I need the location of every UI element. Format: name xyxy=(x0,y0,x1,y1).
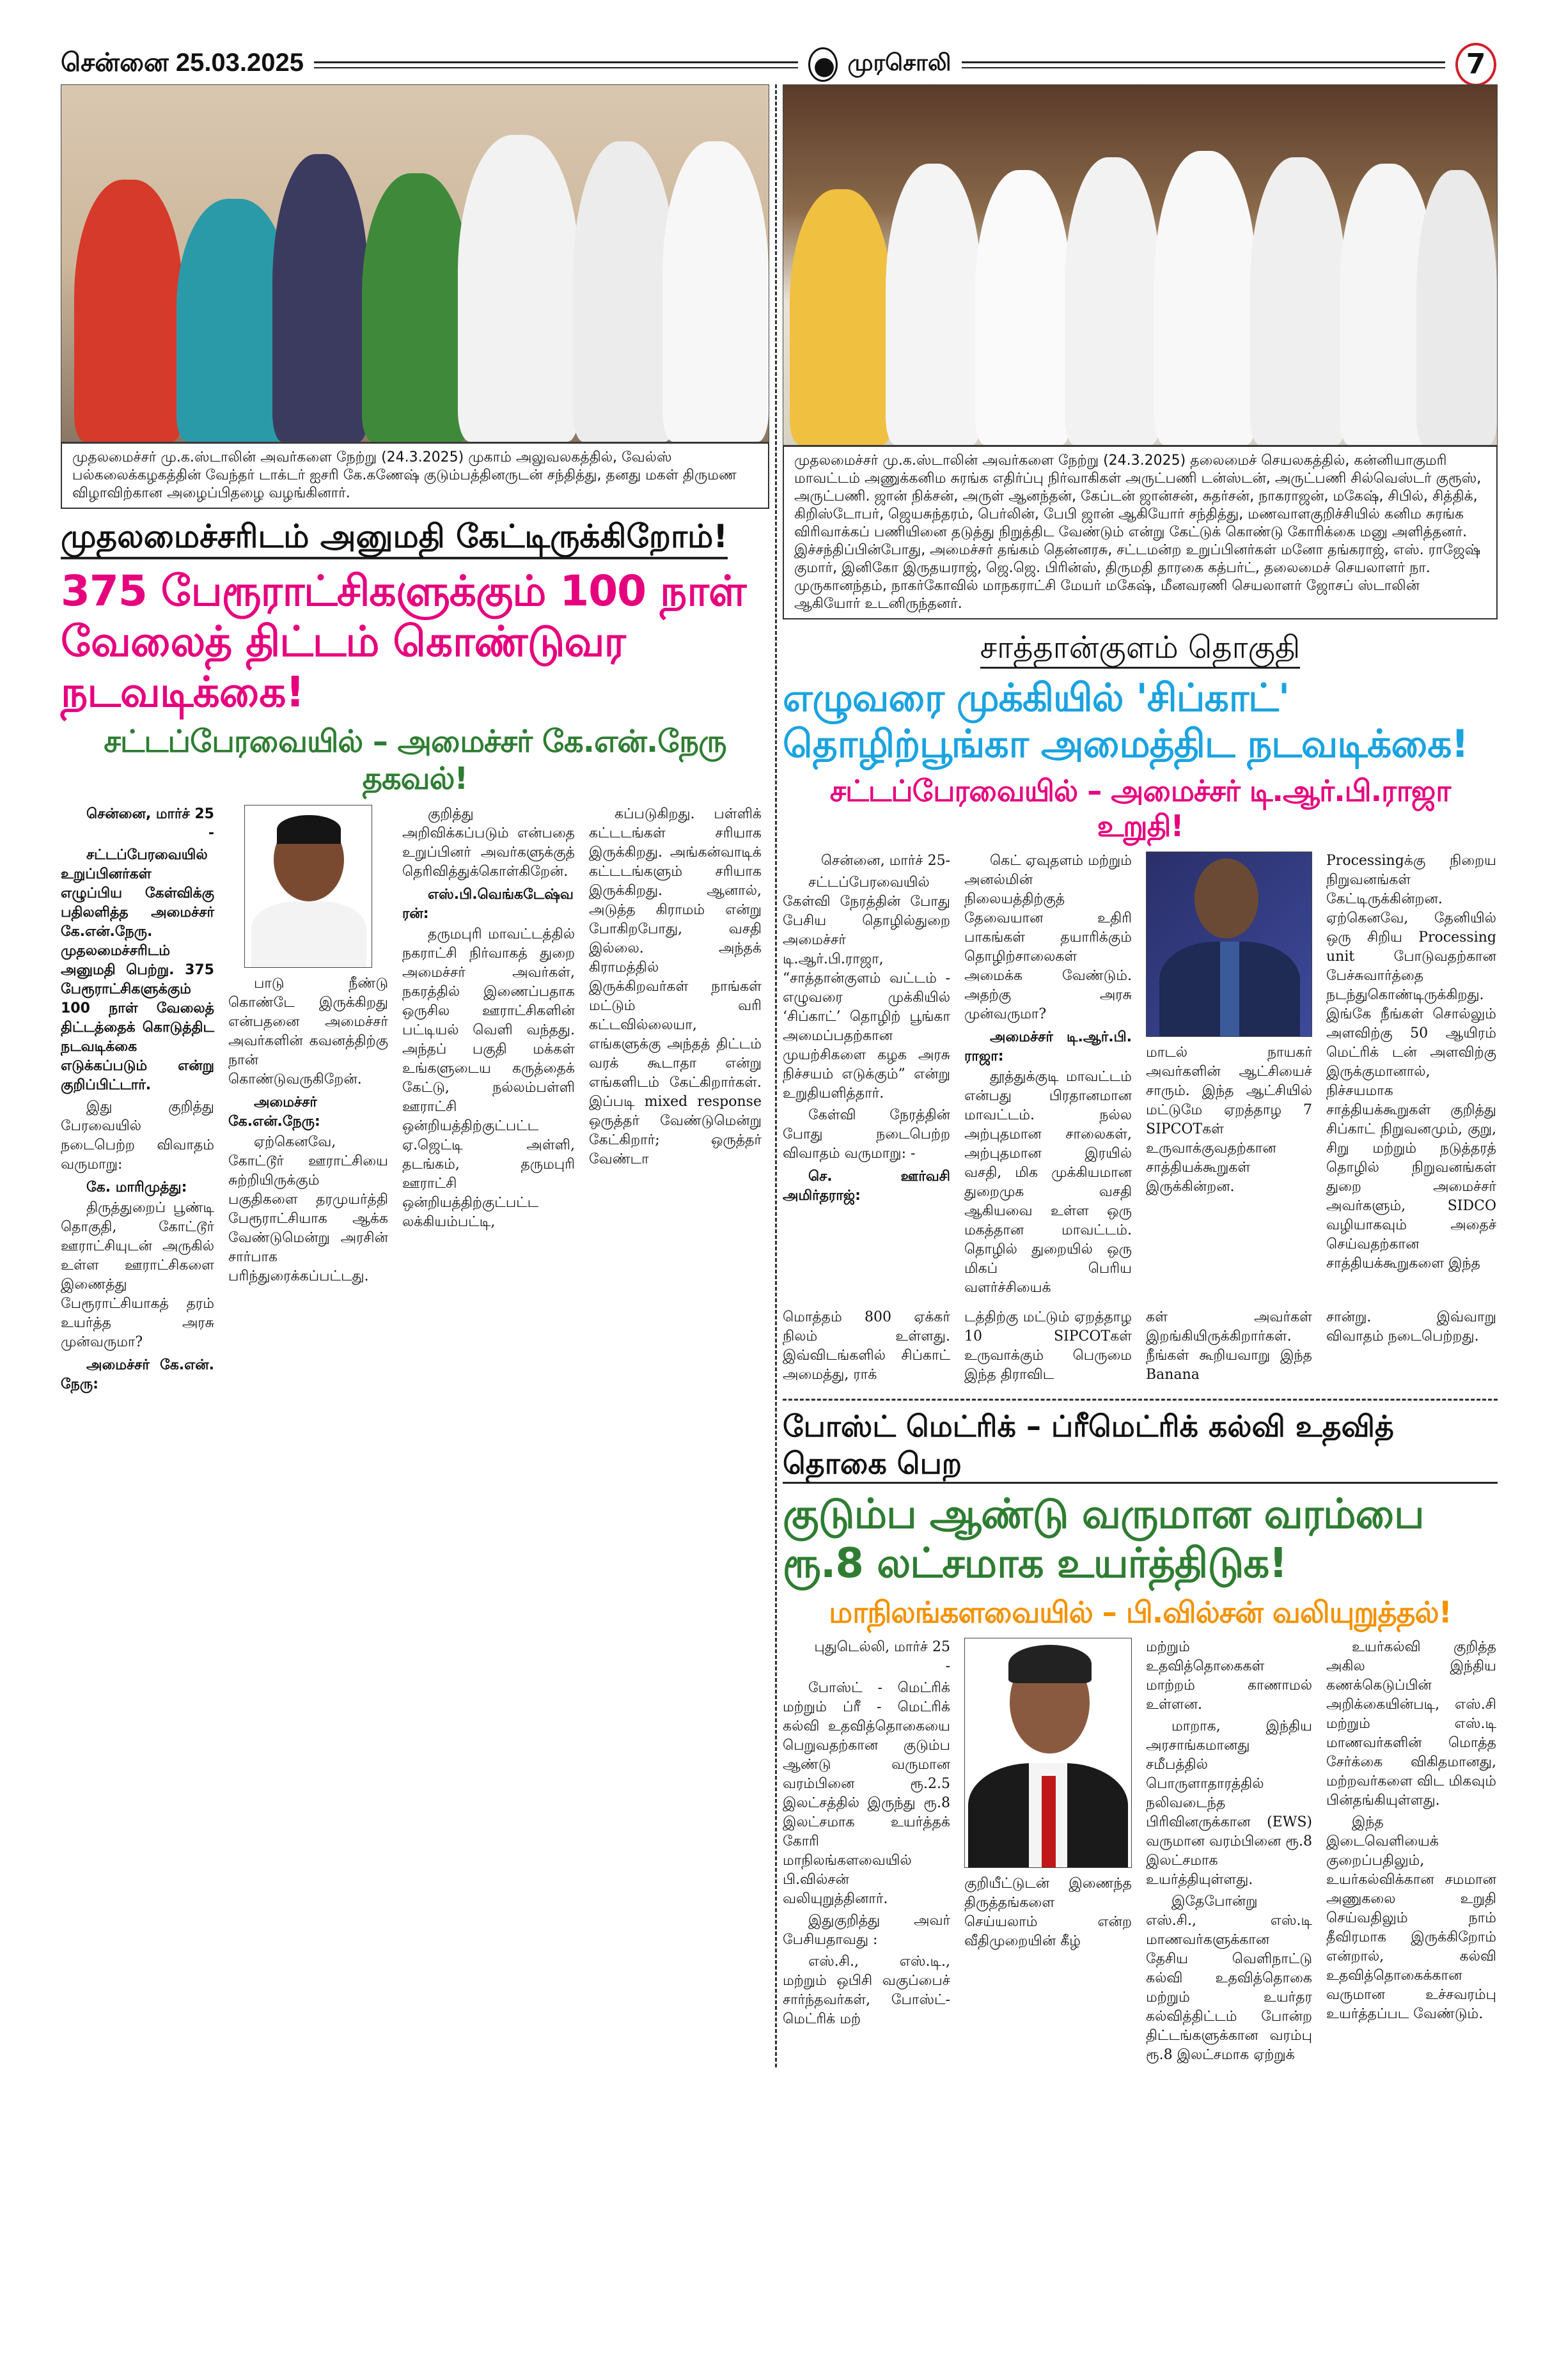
photo-p-wilson xyxy=(964,1638,1132,1868)
paragraph: மற்றும் உதவித்தொகைகள் மாற்றம் காணாமல் உள்ளன. xyxy=(1146,1639,1312,1713)
paragraph: இது குறித்து பேரவையில் நடைபெற்ற விவாதம் வருமாறு: xyxy=(61,1099,214,1173)
paragraph: மொத்தம் 800 ஏக்கர் நிலம் உள்ளது. இவ்விடங்களில் சிப்காட் அமைத்து, ராக் xyxy=(783,1309,950,1383)
paragraph: ஏற்கெனவே, கோட்டூர் ஊராட்சியை சுற்றியிருக்கும் பகுதிகளை தரமுயர்த்தி பேரூராட்சியாக ஆக்க வேண்டுமென்று அரசின் சார்பாக பரிந்துரைக்கப்பட்டது. xyxy=(228,1134,388,1285)
article-column-end xyxy=(1326,1308,1496,1349)
paragraph: கெட் ஏவுதளம் மற்றும் அனல்மின் நிலையத்திற்குத் தேவையான உதிரி பாகங்கள் தயாரிக்கும் தொழிற்சாலைகள் அமைக்க வேண்டும். அதற்கு அரசு முன்வருமா? xyxy=(964,853,1132,1023)
article-column xyxy=(1326,1638,1496,2026)
article-column-end xyxy=(783,1308,950,1387)
speaker-label: செ. ஊர்வசி அமிர்தராஜ்: xyxy=(783,1169,950,1204)
paragraph: இதேபோன்று எஸ்.சி., எஸ்.டி மாணவர்களுக்கான தேசிய வெளிநாட்டு கல்வி உதவித்தொகை மற்றும் உயர்தர கல்வித்திட்டம் போன்ற திட்டங்களுக்கான வரம்பு ரூ.8 இலட்சமாக ஏற்றுக் xyxy=(1146,1894,1312,2064)
speaker-label: அமைச்சர் கே.என்.நேரு: xyxy=(228,1094,320,1130)
paragraph: எஸ்.சி., எஸ்.டி., மற்றும் ஒபிசி வகுப்பைச் சார்ந்தவர்கள், போஸ்ட்- மெட்ரிக் மற் xyxy=(783,1954,950,2028)
speaker-label: கே. மாரிமுத்து: xyxy=(86,1179,187,1196)
speaker-label: அமைச்சர் டி.ஆர்.பி. ராஜா: xyxy=(964,1029,1132,1065)
article-column-end xyxy=(1146,1308,1312,1387)
paragraph: மாடல் நாயகர் அவர்களின் ஆட்சியைச் சாரும். இந்த ஆட்சியில் மட்டுமே ஏறத்தாழ 7 SIPCOTகள் உருவாக்குவதற்கான சாத்தியக்கூறுகள் இருக்கின்றன. xyxy=(1146,1045,1312,1195)
paragraph: குறித்து அறிவிக்கப்படும் என்பதை உறுப்பினர் அவர்களுக்குத் தெரிவித்துக்கொள்கிறேன். xyxy=(402,806,575,880)
dateline: சென்னை, மார்ச் 25 - xyxy=(86,806,214,842)
dateline: சென்னை, மார்ச் 25- xyxy=(820,853,950,869)
article-subhead: சட்டப்பேரவையில் – அமைச்சர் கே.என்.நேரு தகவல்! xyxy=(104,724,726,797)
masthead xyxy=(61,45,1496,84)
photo-minister-trb-raja xyxy=(1146,852,1312,1037)
paragraph: தூத்துக்குடி மாவட்டம் என்பது பிரதானமான மாவட்டம். நல்ல அற்புதமான சாலைகள், அற்புதமான இரயில் வசதி, மிக முக்கியமான துறைமுக வசதி ஆகியவை உள்ள ஒரு மகத்தான மாவட்டம். தொழில் துறையில் ஒரு மிகப் பெரிய வளர்ச்சியைக் xyxy=(964,1069,1132,1296)
paragraph: உயர்கல்வி குறித்த அகில இந்திய கணக்கெடுப்பின் அறிக்கையின்படி, எஸ்.சி மற்றும் எஸ்.டி மாணவர்களின் மொத்த சேர்க்கை விகிதமானது, மற்றவர்களை விட மிகவும் பின்தங்கியுள்ளது. xyxy=(1326,1639,1496,1809)
article-column xyxy=(228,805,388,1289)
dateline: புதுடெல்லி, மார்ச் 25 - xyxy=(814,1639,950,1675)
article-column xyxy=(61,805,214,1396)
article-kicker: முதலமைச்சரிடம் அனுமதி கேட்டிருக்கிறோம்! xyxy=(61,517,728,559)
photo-caption: முதலமைச்சர் மு.க.ஸ்டாலின் அவர்களை நேற்று (24.3.2025) முகாம் அலுவலகத்தில், வேல்ஸ் பல்கலைக்கழகத்தின் வேந்தர் டாக்டர் ஐசரி கே.கணேஷ் குடும்பத்தினருடன் சந்தித்து, தனது மகள் திருமண விழாவிற்கான அழைப்பிதழை வழங்கினார். xyxy=(61,442,769,509)
masthead-rule xyxy=(962,61,1445,68)
article-columns xyxy=(61,805,769,1396)
masthead-paper-name: முரசொலி xyxy=(847,50,952,76)
article-headline: குடும்ப ஆண்டு வருமான வரம்பை ரூ.8 லட்சமாக உயர்த்திடுக! xyxy=(783,1491,1424,1588)
article-headline: எழுவரை முக்கியில் 'சிப்காட்' தொழிற்பூங்கா அமைத்திட நடவடிக்கை! xyxy=(783,676,1468,766)
masthead-rule xyxy=(314,61,797,68)
speaker-label: எஸ்.பி.வெங்கடேஷ்வரன்: xyxy=(402,887,574,922)
article-column xyxy=(783,1638,950,2032)
article-column-ends xyxy=(783,1308,1498,1387)
paragraph: இந்த இடைவெளியைக் குறைப்பதிலும், உயர்கல்விக்கான சமமான அணுகலை உறுதி செய்வதிலும் நாம் தீவிரமாக இருக்கிறோம் என்றால், கல்வி உதவித்தொகைக்கான வருமான உச்சவரம்பு உயர்த்தப்பட வேண்டும். xyxy=(1326,1814,1496,2023)
paragraph: இதுகுறித்து அவர் பேசியதாவது : xyxy=(783,1913,950,1948)
article-column xyxy=(1146,1638,1312,2067)
right-section xyxy=(783,84,1498,2067)
article-column-end xyxy=(964,1308,1132,1387)
article-column xyxy=(964,852,1132,1300)
page-number: 7 xyxy=(1455,43,1496,86)
article-column xyxy=(783,852,950,1207)
left-section xyxy=(61,84,769,1396)
paragraph: திருத்துறைப் பூண்டி தொகுதி, கோட்டூர் ஊராட்சியுடன் அருகில் உள்ள ஊராட்சிகளை இணைத்து பேரூராட்சியாகத் தரம் உயர்த்த அரசு முன்வருமா? xyxy=(61,1200,214,1351)
paragraph: கள் அவர்கள் இறங்கியிருக்கிறார்கள். நீங்கள் கூறியவாறு இந்த Banana xyxy=(1146,1309,1312,1383)
speaker-label: அமைச்சர் கே.என். நேரு: xyxy=(61,1357,214,1393)
article-columns xyxy=(783,852,1498,1300)
paragraph: போஸ்ட் - மெட்ரிக் மற்றும் ப்ரீ - மெட்ரிக் கல்வி உதவித்தொகையை பெறுவதற்கான குடும்ப ஆண்டு வருமான வரம்பினை ரூ.2.5 இலட்சத்தில் இருந்து ரூ.8 இலட்சமாக உயர்த்தக் கோரி மாநிலங்களவையில் பி.வில்சன் வலியுறுத்தினார். xyxy=(783,1680,950,1908)
article-left xyxy=(61,517,769,1396)
section-divider xyxy=(783,1399,1498,1401)
article-right-top xyxy=(783,628,1498,1387)
article-column xyxy=(402,805,575,1234)
paragraph: பாடு நீண்டு கொண்டே இருக்கிறது என்பதனை அமைச்சர் அவர்களின் கவனத்திற்கு நான் கொண்டுவருகிறேன். xyxy=(228,976,388,1088)
page-sheet xyxy=(61,84,1496,2067)
paragraph: கேள்வி நேரத்தின் போது நடைபெற்ற விவாதம் வருமாறு: - xyxy=(783,1107,950,1162)
paragraph: கப்படுகிறது. பள்ளிக் கட்டடங்கள் சரியாக இருக்கிறது. அங்கன்வாடிக் கட்டடங்களும் சரியாக இருக்கிறது. ஆனால், அடுத்த கிராமம் என்று போகிறபோது, வசதி இல்லை. அந்தக் கிராமத்தில் இருக்கிறவர்கள் நாங்கள் மட்டும் வரி கட்டவில்லையா, எங்களுக்கு அந்தத் திட்டம் வரக் கூடாதா என்று எங்களிடம் கேட்கிறார்கள். இப்படி mixed response ஒருத்தர் வேண்டுமென்று கேட்கிறார்; ஒருத்தர் வேண்டா xyxy=(589,806,762,1168)
column-divider xyxy=(775,84,777,2067)
paragraph: சட்டப்பேரவையில் கேள்வி நேரத்தின் போது பேசிய தொழில்துறை அமைச்சர் டி.ஆர்.பி.ராஜா, “சாத்தான்குளம் வட்டம் - எழுவரை முக்கியில் ‘சிப்காட்’ தொழிற் பூங்கா அமைப்பதற்கான முயற்சிகளை கழக அரசு நிச்சயம் எடுக்கும்” என்று உறுதியளித்தார். xyxy=(783,875,950,1102)
paragraph: குறியீட்டுடன் இணைந்த திருத்தங்களை செய்யலாம் என்ற வீதிமுறையின் கீழ் xyxy=(964,1876,1132,1950)
paragraph: Processingக்கு நிறைய நிறுவனங்கள் கேட்டிருக்கின்றன. ஏற்கெனவே, தேனியில் ஒரு சிறிய Processing unit போடுவதற்கான பேச்சுவார்த்தை நடந்துகொண்டிருக்கிறது. இங்கே நீங்கள் சொல்லும் அளவிற்கு 50 ஆயிரம் மெட்ரிக் டன் அளவிற்கு இருக்குமானால், நிச்சயமாக சாத்தியக்கூறுகள் குறித்து சிப்காட் நிறுவனமும், குறு, சிறு மற்றும் நடுத்தரத் தொழில் நிறுவனங்கள் துறை அமைச்சர் அவர்களும், SIDCO வழியாகவும் அதைச் செய்வதற்கான சாத்தியக்கூறுகளை இந்த xyxy=(1326,853,1496,1272)
photo-minister-kn-nehru xyxy=(244,805,372,968)
photo-caption: முதலமைச்சர் மு.க.ஸ்டாலின் அவர்களை நேற்று (24.3.2025) தலைமைச் செயலகத்தில், கன்னியாகுமரி மாவட்டம் அணுக்கனிம சுரங்க எதிர்ப்பு நிர்வாகிகள் அருட்பணி டன்ஸ்டன், அருட்பணி சில்வெஸ்டர் குரூஸ், அருட்பணி. ஜான் நிக்சன், அருள் ஆனந்தன், கேப்டன் ஜான்சன், சுதர்சன், நாகராஜன், மகேஷ், சிபில், சித்திக், கிறிஸ்டோபர், ஜெயசுந்தரம், பெர்லின், பேபி ஜான் ஆகியோர் சந்தித்து, மணவாளகுறிச்சியில் கனிம சுரங்க விரிவாக்கப் பணியினை தடுத்து நிறுத்திட வேண்டும் என்று கேட்டுக் கொண்டு கோரிக்கை மனு அளித்தனர். இச்சந்திப்பின்போது, அமைச்சர் தங்கம் தென்னரசு, சட்டமன்ற உறுப்பினர்கள் மனோ தங்கராஜ், எஸ். ராஜேஷ் குமார், இனிகோ இருதயராஜ், ஜெ.ஜெ. பிரின்ஸ், திருமதி தாரகை கத்பர்ட், தலைமைச் செயலாளர் நா. முருகானந்தம், நாகர்கோவில் மாநகராட்சி மேயர் மகேஷ், மீனவரணி செயலாளர் ஜோசப் ஸ்டாலின் ஆகியோர் உடனிருந்தனர். xyxy=(783,446,1498,619)
article-column xyxy=(964,1638,1132,1954)
article-subhead: மாநிலங்களவையில் – பி.வில்சன் வலியுறுத்தல்! xyxy=(829,1594,1452,1629)
paragraph: சான்று. இவ்வாறு விவாதம் நடைபெற்றது. xyxy=(1326,1309,1496,1345)
article-subhead: சட்டப்பேரவையில் – அமைச்சர் டி.ஆர்.பி.ராஜா உறுதி! xyxy=(829,774,1451,844)
paragraph: மாறாக, இந்திய அரசாங்கமானது சமீபத்தில் பொருளாதாரத்தில் நலிவடைந்த பிரிவினருக்கான (EWS) வருமான வரம்பினை ரூ.8 இலட்சமாக உயர்த்தியுள்ளது. xyxy=(1146,1718,1312,1888)
article-right-bottom xyxy=(783,1408,1498,2067)
article-column xyxy=(1326,852,1496,1276)
article-columns xyxy=(783,1638,1498,2067)
article-kicker: போஸ்ட் மெட்ரிக் – ப்ரீமெட்ரிக் கல்வி உதவித் தொகை பெற xyxy=(783,1408,1498,1484)
article-column xyxy=(1146,852,1312,1199)
photo-cm-meeting-mining-delegation xyxy=(783,84,1498,446)
article-column xyxy=(589,805,762,1172)
article-headline: 375 பேரூராட்சிகளுக்கும் 100 நாள் வேலைத் திட்டம் கொண்டுவர நடவடிக்கை! xyxy=(61,566,746,717)
lead-paragraph: சட்டப்பேரவையில் உறுப்பினர்கள் எழுப்பிய கேள்விக்கு பதிலளித்த அமைச்சர் கே.என்.நேரு. முதலமைச்சரிடம் அனுமதி பெற்று. 375 பேரூராட்சிகளுக்கும் 100 நாள் வேலைத் திட்டத்தைக் கொடுத்திட நடவடிக்கை எடுக்கப்படும் என்று குறிப்பிட்டார். xyxy=(61,847,214,1094)
paragraph: தருமபுரி மாவட்டத்தில் நகராட்சி நிர்வாகத் துறை அமைச்சர் அவர்கள், நகரத்தில் இணைப்பதாக ஒருசில ஊராட்சிகளின் பட்டியல் வெளி வந்தது. அந்தப் பகுதி மக்கள் உங்களுடைய கருத்தைக் கேட்டு, நல்லம்பள்ளி ஊராட்சி ஒன்றியத்திற்குட்பட்ட ஏ.ஜெட்டி அள்ளி, தடங்கம், தருமபுரி ஊராட்சி ஒன்றியத்திற்குட்பட்ட லக்கியம்பட்டி, xyxy=(402,926,575,1231)
sun-logo-icon xyxy=(808,47,838,82)
photo-cm-meeting-ganesh-family xyxy=(61,84,769,442)
paragraph: டத்திற்கு மட்டும் ஏறத்தாழ 10 SIPCOTகள் உருவாக்கும் பெருமை இந்த திராவிட xyxy=(964,1309,1132,1383)
masthead-date: சென்னை 25.03.2025 xyxy=(61,49,304,77)
article-kicker: சாத்தான்குளம் தொகுதி xyxy=(980,628,1301,669)
